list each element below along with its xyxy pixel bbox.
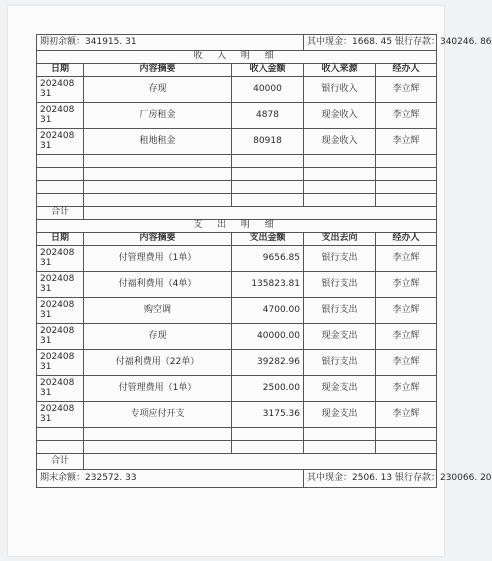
expense-summary: 付福利费用（4单）: [84, 272, 232, 298]
expense-date: 20240831: [37, 402, 84, 428]
income-total-value: [84, 207, 437, 220]
income-amount: 40000: [232, 77, 304, 103]
expense-handler: 李立辉: [376, 376, 437, 402]
opening-bank-label: 银行存款：: [394, 36, 440, 47]
ledger-paper: [8, 6, 492, 556]
expense-row: [37, 324, 437, 350]
expense-destination: 银行支出: [304, 350, 376, 376]
expense-handler: 李立辉: [376, 350, 437, 376]
expense-handler: 李立辉: [376, 246, 437, 272]
expense-header-handler: 经办人: [376, 233, 437, 246]
expense-row: [37, 350, 437, 376]
expense-destination: 现金支出: [304, 376, 376, 402]
expense-destination: 银行支出: [304, 298, 376, 324]
expense-total-label: 合计: [37, 454, 84, 470]
income-total-label: 合计: [37, 207, 84, 220]
income-summary: 租地租金: [84, 129, 232, 155]
opening-balance-amount: 341915. 31: [85, 36, 137, 47]
income-blank-row: [37, 194, 437, 207]
expense-summary: 购空调: [84, 298, 232, 324]
income-summary: 厂房租金: [84, 103, 232, 129]
income-source: 银行收入: [304, 77, 376, 103]
expense-date: 20240831: [37, 376, 84, 402]
income-handler: 李立辉: [376, 129, 437, 155]
income-header-row: [37, 64, 437, 77]
expense-handler: 李立辉: [376, 298, 437, 324]
income-total-row: [37, 207, 437, 220]
income-row: [37, 103, 437, 129]
income-amount: 80918: [232, 129, 304, 155]
income-blank-row: [37, 168, 437, 181]
cash-ledger-table: [36, 34, 492, 488]
income-date: 20240831: [37, 77, 84, 103]
income-handler: 李立辉: [376, 77, 437, 103]
expense-amount: 4700.00: [232, 298, 304, 324]
expense-destination: 银行支出: [304, 272, 376, 298]
expense-header-destination: 支出去向: [304, 233, 376, 246]
expense-section-title: 支 出 明 细: [37, 220, 437, 233]
expense-total-value: [84, 454, 437, 470]
expense-destination: 现金支出: [304, 402, 376, 428]
income-row: [37, 77, 437, 103]
opening-cash-amount: 1668. 45: [352, 36, 393, 47]
closing-balance-label: 期末余额：: [40, 472, 86, 483]
income-section-row: [37, 51, 437, 64]
income-row: [37, 129, 437, 155]
closing-balance-cell: [37, 470, 304, 488]
expense-summary: 付管理费用（1单）: [84, 246, 232, 272]
expense-blank-row: [37, 428, 437, 441]
expense-header-row: [37, 233, 437, 246]
expense-row: [37, 298, 437, 324]
expense-summary: 付福利费用（22单）: [84, 350, 232, 376]
expense-amount: 3175.36: [232, 402, 304, 428]
expense-date: 20240831: [37, 298, 84, 324]
expense-destination: 现金支出: [304, 324, 376, 350]
closing-bank-amount: 230066. 20: [439, 472, 492, 483]
expense-header-date: 日期: [37, 233, 84, 246]
income-source: 现金收入: [304, 129, 376, 155]
expense-total-row: [37, 454, 437, 470]
income-header-source: 收入来源: [304, 64, 376, 77]
opening-bank-amount: 340246. 86: [439, 36, 492, 47]
income-blank-row: [37, 181, 437, 194]
opening-cash-label: 其中现金：: [307, 36, 353, 47]
expense-summary: 付管理费用（1单）: [84, 376, 232, 402]
closing-split-cell: [304, 470, 492, 488]
expense-amount: 40000.00: [232, 324, 304, 350]
expense-section-row: [37, 220, 437, 233]
income-date: 20240831: [37, 103, 84, 129]
expense-summary: 存现: [84, 324, 232, 350]
closing-balance-row: [37, 470, 437, 488]
income-source: 现金收入: [304, 103, 376, 129]
opening-balance-cell: [37, 35, 304, 51]
expense-row: [37, 272, 437, 298]
expense-handler: 李立辉: [376, 272, 437, 298]
income-amount: 4878: [232, 103, 304, 129]
income-handler: 李立辉: [376, 103, 437, 129]
expense-amount: 39282.96: [232, 350, 304, 376]
opening-balance-row: [37, 35, 437, 51]
expense-date: 20240831: [37, 350, 84, 376]
expense-amount: 2500.00: [232, 376, 304, 402]
closing-cash-label: 其中现金：: [307, 472, 353, 483]
income-summary: 存现: [84, 77, 232, 103]
expense-date: 20240831: [37, 324, 84, 350]
expense-row: [37, 402, 437, 428]
income-section-title: 收 入 明 细: [37, 51, 437, 64]
closing-cash-amount: 2506. 13: [352, 472, 393, 483]
income-header-amount: 收入金额: [232, 64, 304, 77]
income-header-handler: 经办人: [376, 64, 437, 77]
opening-split-cell: [304, 35, 492, 51]
expense-handler: 李立辉: [376, 324, 437, 350]
expense-header-amount: 支出金额: [232, 233, 304, 246]
income-header-summary: 内容摘要: [84, 64, 232, 77]
expense-header-summary: 内容摘要: [84, 233, 232, 246]
expense-row: [37, 246, 437, 272]
closing-balance-amount: 232572. 33: [85, 472, 137, 483]
income-blank-row: [37, 155, 437, 168]
expense-row: [37, 376, 437, 402]
expense-amount: 9656.85: [232, 246, 304, 272]
closing-bank-label: 银行存款：: [394, 472, 440, 483]
expense-date: 20240831: [37, 272, 84, 298]
income-header-date: 日期: [37, 64, 84, 77]
expense-date: 20240831: [37, 246, 84, 272]
income-date: 20240831: [37, 129, 84, 155]
expense-handler: 李立辉: [376, 402, 437, 428]
expense-amount: 135823.81: [232, 272, 304, 298]
opening-balance-label: 期初余额：: [40, 36, 86, 47]
expense-blank-row: [37, 441, 437, 454]
expense-summary: 专项应付开支: [84, 402, 232, 428]
expense-destination: 银行支出: [304, 246, 376, 272]
